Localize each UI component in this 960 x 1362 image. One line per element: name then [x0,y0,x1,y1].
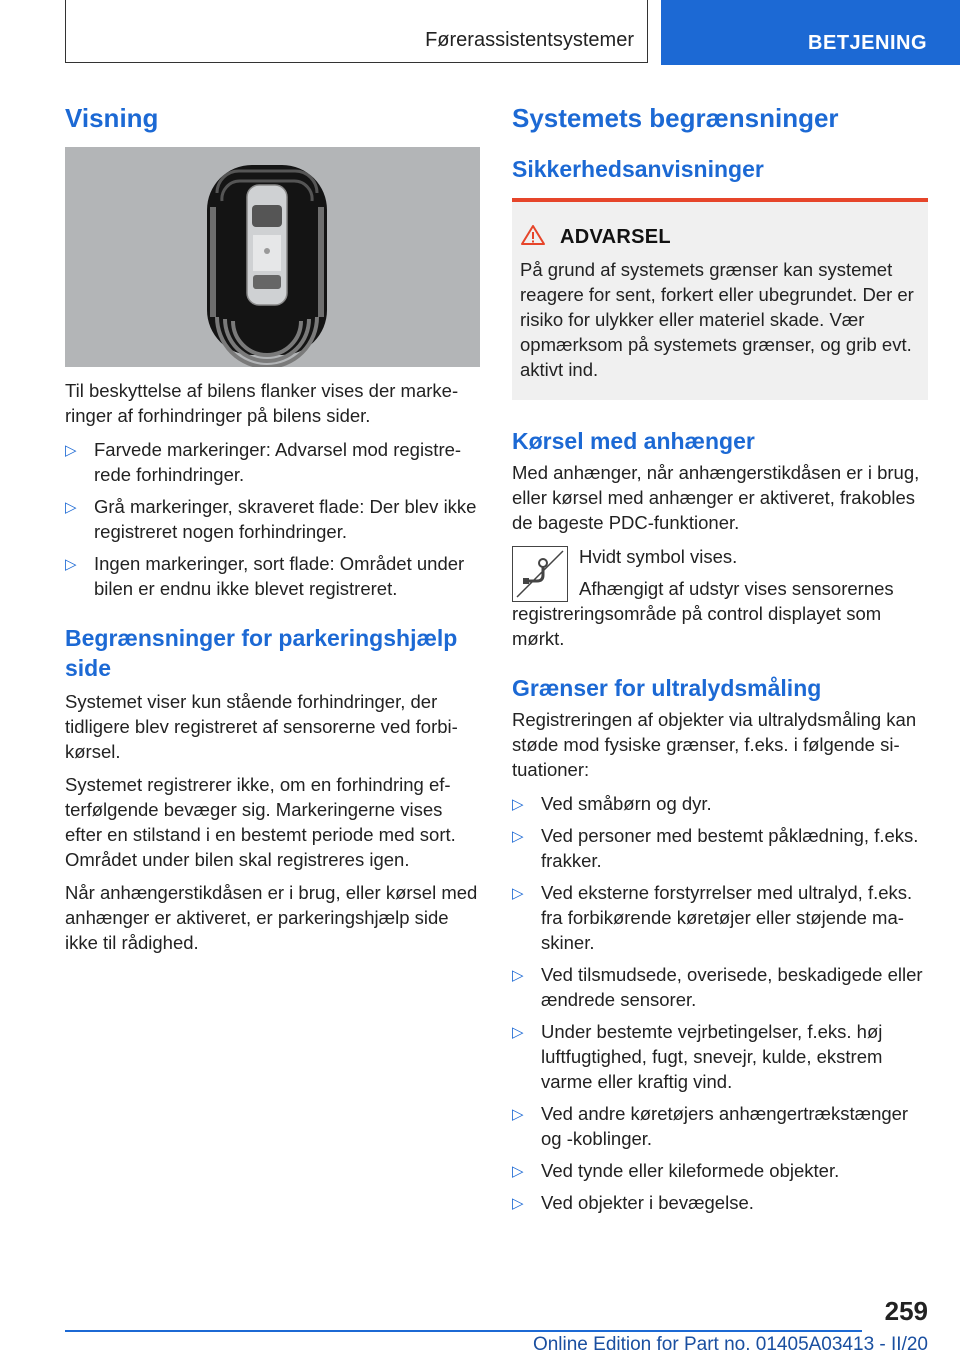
bullet-triangle-icon: ▷ [512,1195,524,1212]
list-item: ▷ Ved personer med bestemt påklædning, f.eks. frakker. [512,825,919,871]
list-item: ▷ Farvede markeringer: Advarsel mod registrerede forhindringer. [65,439,462,485]
limits-paragraph-2: Systemet registrerer ikke, om en forhindring efterfølgende bevæger sig. Markeringerne vises efter en stilstand i en bestemt periode med sort. Området under bilen skal registreres igen. [65,774,456,870]
footer-edition-text: Online Edition for Part no. 01405A03413 - II/20 [532,1334,928,1355]
list-item: ▷ Ved småbørn og dyr. [512,791,928,816]
trailer-symbol-line: Hvidt symbol vises. [579,546,738,567]
bullet-triangle-icon: ▷ [512,796,524,813]
ultrasound-list [512,791,928,1215]
car-overhead-park-view-icon [65,147,480,367]
bullet-triangle-icon: ▷ [512,1024,524,1041]
list-item: ▷ Ved tynde eller kileformede objekter. [512,1158,928,1183]
header-chapter-label: BETJENING [808,32,927,54]
bullet-triangle-icon: ▷ [65,556,77,573]
bullet-triangle-icon: ▷ [512,885,524,902]
page-number: 259 [884,1296,928,1326]
header-section-title: Førerassistentsystemer [425,29,634,51]
bullet-triangle-icon: ▷ [512,1106,524,1123]
intro-paragraph: Til beskyttelse af bilens flanker vises der markeringer af forhindringer på bilens sider. [65,380,459,426]
right-column [512,100,928,1215]
heading-safety: Sikkerhedsanvisninger [512,156,764,182]
marking-list [65,437,480,601]
list-item: ▷ Ved andre køretøjers anhængertrækstænger og -koblinger. [512,1103,909,1149]
left-column [65,100,480,955]
warning-header [520,224,918,251]
bullet-triangle-icon: ▷ [512,828,524,845]
heading-system-limits: Systemets begrænsninger [512,103,839,133]
heading-ultrasound: Grænser for ultralydsmåling [512,675,822,701]
bullet-triangle-icon: ▷ [65,499,77,516]
heading-visning: Visning [65,103,159,133]
park-view-graphic [65,147,480,367]
trailer-hitch-icon [512,546,568,602]
footer-divider [65,1330,862,1332]
list-item: ▷ Ingen markeringer, sort flade: Området under bilen er endnu ikke blevet registreret. [65,553,465,599]
warning-box [512,198,928,400]
warning-title: ADVARSEL [560,226,671,248]
trailer-paragraph: Med anhænger, når anhængerstikdåsen er i brug, eller kørsel med anhænger er aktiveret, frakobles de bageste PDC-funktioner. [512,462,920,533]
trailer-equipment-text: Afhængigt af udstyr vises sensorernes registreringsområde på control displayet som mørkt. [512,578,894,649]
header-section-box [65,0,648,63]
bullet-triangle-icon: ▷ [512,1163,524,1180]
header-chapter-tab[interactable] [661,0,960,65]
trailer-symbol-block [512,544,928,651]
heading-trailer: Kørsel med anhænger [512,428,755,454]
limits-paragraph-3: Når anhængerstikdåsen er i brug, eller kørsel med anhænger er aktiveret, er parkeringshjælp side ikke til rådighed. [65,882,478,953]
bullet-triangle-icon: ▷ [512,967,524,984]
ultrasound-paragraph: Registreringen af objekter via ultralydsmåling kan støde mod fysiske grænser, f.eks. i følgende situationer: [512,709,917,780]
limits-paragraph-1: Systemet viser kun stående forhindringer, der tidligere blev registreret af sensorerne ved forbikørsel. [65,691,458,762]
list-item: ▷ Ved objekter i bevægelse. [512,1190,928,1215]
heading-parking-limits: Begrænsninger for parkeringshjælp side [65,625,458,681]
list-item: ▷ Ved tilsmudsede, overisede, beskadigede eller ændrede sensorer. [512,964,923,1010]
list-item: ▷ Ved eksterne forstyrrelser med ultralyd, f.eks. fra forbikørende køretøjer eller støjende maskiner. [512,882,913,953]
bullet-triangle-icon: ▷ [65,442,77,459]
list-item: ▷ Grå markeringer, skraveret flade: Der blev ikke registreret nogen forhindringer. [65,496,477,542]
list-item: ▷ Under bestemte vejrbetingelser, f.eks. høj luftfugtighed, fugt, snevejr, kulde, ekstrem varme eller kraftig vind. [512,1021,883,1092]
warning-text: På grund af systemets grænser kan systemet reagere for sent, forkert eller ubegrundet. Der er risiko for ulykker eller materiel skade. Vær opmærksom på systemets grænser, og grib evt. aktivt ind. [520,259,914,380]
warning-triangle-icon [520,224,546,251]
